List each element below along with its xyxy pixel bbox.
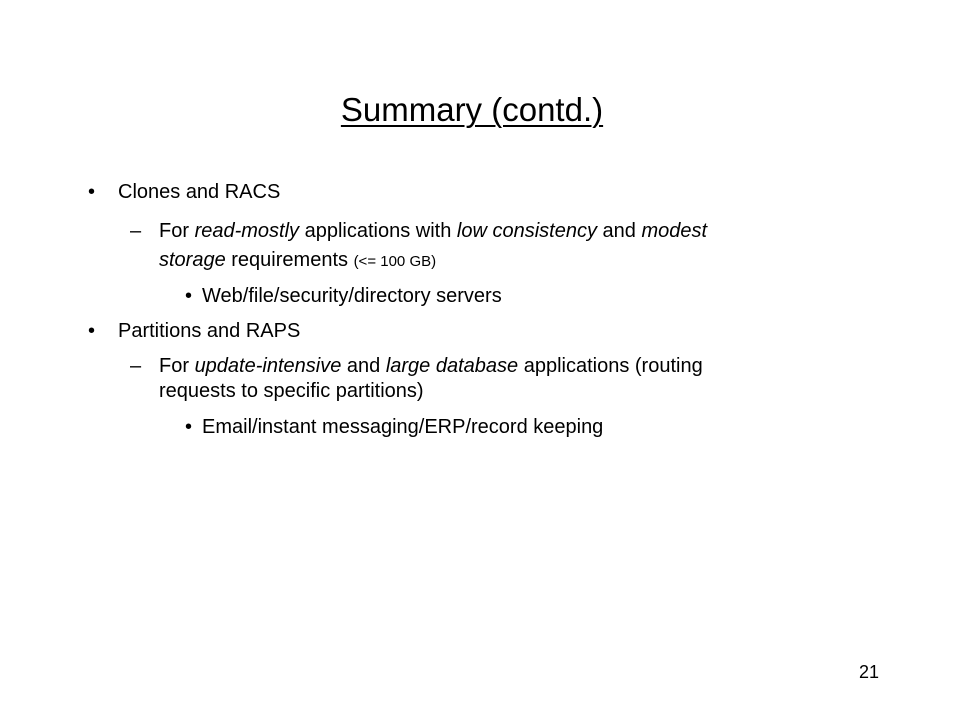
bullet-item-clones: Clones and RACS (118, 181, 281, 203)
sub-item-partitions-line1 (159, 353, 703, 379)
text-run-italic: storage (159, 249, 226, 271)
bullet-marker: • (185, 416, 193, 438)
detail-partitions: Email/instant messaging/ERP/record keeping (202, 416, 604, 438)
dash-marker: – (130, 355, 142, 377)
text-run-italic: modest (641, 220, 708, 242)
bullet-marker: • (185, 285, 193, 307)
detail-clones: Web/file/security/directory servers (202, 285, 502, 307)
text-run: requirements (225, 249, 354, 271)
text-run: and (596, 220, 642, 242)
sub-item-partitions-line2: requests to specific partitions) (159, 380, 424, 402)
text-run-italic: large database (385, 355, 519, 377)
text-run-italic: update-intensive (194, 355, 342, 377)
sub-item-clones-line2 (159, 247, 436, 275)
text-run: applications with (299, 220, 457, 242)
sub-item-clones-line1 (159, 218, 707, 244)
text-run: and (341, 355, 386, 377)
bullet-marker: • (88, 320, 96, 342)
text-run-small: (<= 100 GB) (353, 253, 437, 270)
text-run: For (159, 220, 195, 242)
bullet-item-partitions: Partitions and RAPS (118, 320, 301, 342)
text-run-italic: read-mostly (194, 220, 300, 242)
slide-title: Summary (contd.) (340, 91, 604, 128)
text-run: applications (routing (518, 355, 703, 377)
page-number: 21 (858, 662, 879, 682)
text-run: For (159, 355, 195, 377)
dash-marker: – (130, 220, 142, 242)
bullet-marker: • (88, 181, 96, 203)
text-run-italic: low consistency (456, 220, 597, 242)
